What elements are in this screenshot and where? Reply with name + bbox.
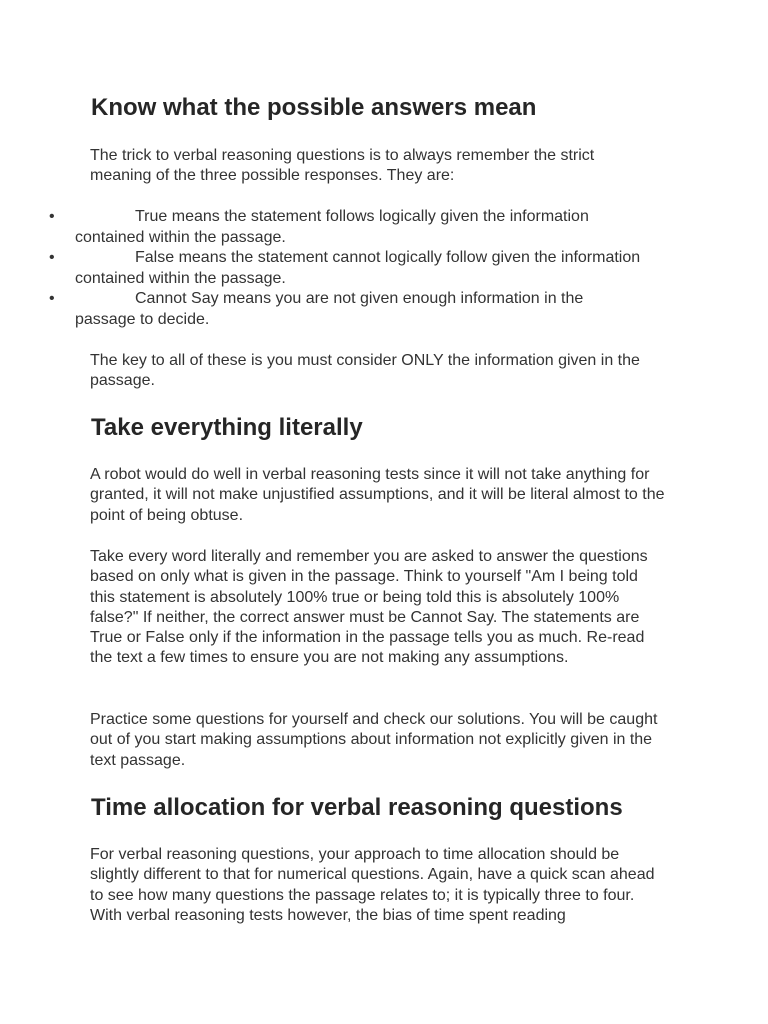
closing-paragraph: The key to all of these is you must consider ONLY the information given in the passage. bbox=[90, 352, 640, 390]
bullet-text-line1: Cannot Say means you are not given enough information in the bbox=[135, 290, 584, 308]
bullet-marker: • bbox=[49, 249, 55, 267]
bullet-marker: • bbox=[49, 290, 55, 308]
bullet-text-line2: contained within the passage. bbox=[75, 228, 286, 246]
bullet-item-false bbox=[0, 248, 695, 289]
bullet-text-line2: contained within the passage. bbox=[75, 269, 286, 287]
bullet-marker: • bbox=[49, 208, 55, 225]
answers-bullet-list bbox=[0, 207, 700, 331]
bullet-item-cannot-say bbox=[0, 289, 695, 330]
intro-paragraph: The trick to verbal reasoning questions is to always remember the strict meaning of the three possible responses. They are: bbox=[90, 147, 595, 185]
section-heading-literal: Take everything literally bbox=[91, 414, 363, 441]
bullet-text-line2: passage to decide. bbox=[75, 310, 210, 328]
body-paragraph: For verbal reasoning questions, your approach to time allocation should be slightly different to that for numerical questions. Again, have a quick scan ahead to see how many questions the passage relates to; it is typically three to four. With verbal reasoning tests however, the bias of time spent reading bbox=[90, 846, 655, 924]
body-paragraph: Take every word literally and remember you are asked to answer the questions based on only what is given in the passage. Think to yourself "Am I being told this statement is absolutely 100% true or being told this is absolutely 100% false?" If neither, the correct answer must be Cannot Say. The statements are True or False only if the information in the passage tells you as much. Re-read the text a few times to ensure you are not making any assumptions. bbox=[90, 548, 648, 667]
body-paragraph: A robot would do well in verbal reasoning tests since it will not take anything for granted, it will not make unjustified assumptions, and it will be literal almost to the point of being obtuse. bbox=[90, 466, 665, 524]
section-heading-possible-answers: Know what the possible answers mean bbox=[91, 94, 537, 121]
section-heading-time-allocation: Time allocation for verbal reasoning questions bbox=[91, 794, 623, 821]
bullet-text-line1: True means the statement follows logically given the information bbox=[135, 208, 589, 225]
body-paragraph: Practice some questions for yourself and check our solutions. You will be caught out of you start making assumptions about information not explicitly given in the text passage. bbox=[90, 711, 658, 769]
bullet-text-line1: False means the statement cannot logically follow given the information bbox=[135, 249, 641, 267]
bullet-item-true bbox=[0, 207, 695, 248]
